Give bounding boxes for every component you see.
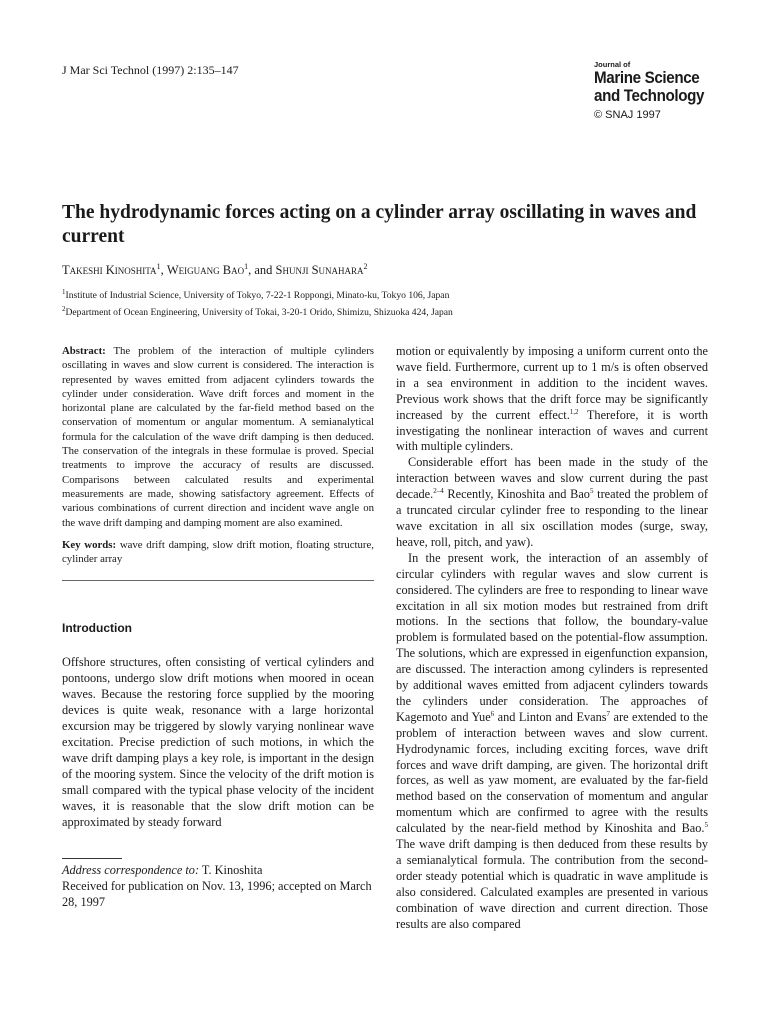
affiliation-mark: 1 xyxy=(62,288,66,296)
body-text-span: are extended to the problem of interaction between waves and slow current. Hydrodynamic forces, including exciting forces, wave drift forces and wave drift damping, are given. The horizontal drift forces, as well as yaw moment, are evaluated by the far-field method based on the conservation of momentum and angular momentum which are confirmed to agree with the results calculated by the near-field method by Kinoshita and Bao. xyxy=(396,709,709,836)
reference-mark: 6 xyxy=(490,709,495,718)
author-name: Weiguang Bao xyxy=(166,263,245,278)
author-separator: , and xyxy=(248,263,276,278)
body-text-span: In the present work, the interaction of an assembly of circular cylinders with regular waves and slow current is considered. The cylinders are free to responding to linear wave excitation in all six motion modes but restrained from drift motions. In the sections that follow, the boundary-value problem is formulated based on the potential-flow assumption. The solutions, which are expressed in eigenfunction expansion, are discussed. The interaction among cylinders is represented by additional waves emitted from adjacent cylinders towards the cylinders under consideration. The approaches of Kagemoto and Yue xyxy=(396,550,708,724)
left-column xyxy=(62,344,374,911)
body-text-span: and Linton and Evans xyxy=(494,709,607,724)
body-text-span: Recently, Kinoshita and Bao xyxy=(443,487,590,502)
author-separator: , xyxy=(160,263,167,278)
author-affil-mark: 2 xyxy=(363,262,368,271)
intro-paragraph: Offshore structures, often consisting of vertical cylinders and pontoons, undergo slow drift motions when moored in ocean waves. Because the restoring force supplied by the mooring devices is quite weak, resonance with a large horizontal excursion may be triggered by slowly varying nonlinear wave excitation. Precise prediction of such motions, in which the wave drift damping plays a key role, is important in the design of the mooring system. Since the velocity of the drift motion is small compared with the typical phase velocity of the incident waves, it is reasonable that the slow drift motion can be approximated by steady forward xyxy=(62,655,374,829)
body-paragraph xyxy=(396,344,708,455)
keywords-text: wave drift damping, slow drift motion, floating structure, cylinder array xyxy=(62,538,374,566)
journal-of-label: Journal of xyxy=(594,60,631,69)
body-text-span: motion or equivalently by imposing a uniform current onto the wave field. Furthermore, current up to 1 m/s is often observed in a sea environment in addition to the incident waves. Previous work shows that the drift force may be significantly increased by the current effect. xyxy=(396,344,708,422)
author-list xyxy=(62,262,368,278)
journal-name-line2: and Technology xyxy=(594,87,705,105)
copyright: © SNAJ 1997 xyxy=(594,109,661,121)
body-paragraph xyxy=(396,551,708,933)
reference-mark: 1,2 xyxy=(569,407,579,416)
body-text-span: The wave drift damping is then deduced from these results by a semianalytical formula. The contribution from the second-order steady potential which is quadratic in wave amplitude is also considered. Calculated examples are presented in various combination of wave direction and current direction. Those results are also compared xyxy=(396,837,708,931)
author-name: Takeshi Kinoshita xyxy=(62,263,157,278)
affiliation-item xyxy=(62,303,453,320)
section-heading-introduction: Introduction xyxy=(62,621,132,636)
affiliation-mark: 2 xyxy=(62,304,66,313)
abstract-divider xyxy=(62,580,374,581)
paper-title: The hydrodynamic forces acting on a cylinder array oscillating in waves and current xyxy=(62,202,697,247)
reference-mark: 5 xyxy=(589,487,594,496)
keywords xyxy=(62,538,374,567)
correspondence-note xyxy=(62,863,374,879)
body-paragraph xyxy=(396,455,708,550)
journal-citation: J Mar Sci Technol (1997) 2:135–147 xyxy=(62,63,239,77)
abstract xyxy=(62,344,374,530)
keywords-label: Key words: xyxy=(62,538,117,551)
body-text-span: treated the problem of a truncated circular cylinder free to responding to the linear wave excitation in all six oscillation modes (surge, sway, heave, roll, pitch, and yaw). xyxy=(396,487,708,549)
footnote-divider xyxy=(62,858,122,859)
received-note: Received for publication on Nov. 13, 1996; accepted on March 28, 1997 xyxy=(62,879,372,910)
affiliation-text: Institute of Industrial Science, University of Tokyo, 7-22-1 Roppongi, Minato-ku, Tokyo 106, Japan xyxy=(65,290,450,302)
reference-mark: 2–4 xyxy=(433,487,444,496)
author-name: Shunji Sunahara xyxy=(275,263,364,278)
abstract-label: Abstract: xyxy=(62,345,106,357)
correspondence-name: T. Kinoshita xyxy=(201,863,263,878)
abstract-text: The problem of the interaction of multiple cylinders oscillating in waves and slow current is considered. The interaction is represented by waves emitted from adjacent cylinders towards the cylinder under consideration. Wave drift forces and moment in the horizontal plane are calculated by the far-field method based on the conservation of momentum or angular momentum. A semianalytical formula for the calculation of the wave drift damping is then deduced. The conservation of the integrals in these formulae is proved. Special treatments to improve the accuracy of results are discussed. Comparisons between calculated results and experimental measurements are made, showing satisfactory agreement. Effects of various combinations of current direction and incident wave angle on the wave drift damping and damping moment are also examined. xyxy=(62,345,374,529)
correspondence-label: Address correspondence to: xyxy=(62,863,200,878)
affiliation-text: Department of Ocean Engineering, University of Tokai, 3-20-1 Orido, Shimizu, Shizuoka 424, Japan xyxy=(65,306,453,318)
reference-mark: 7 xyxy=(606,709,611,718)
journal-logo xyxy=(594,60,714,121)
journal-name-line1: Marine Science xyxy=(594,69,700,87)
author-affil-mark: 1 xyxy=(156,262,161,271)
right-column xyxy=(396,344,708,933)
affiliation-item xyxy=(62,286,453,303)
author-affil-mark: 1 xyxy=(244,262,249,271)
reference-mark: 5 xyxy=(704,821,708,830)
body-text-span: Considerable effort has been made in the study of the interaction between waves and slow current during the past decade. xyxy=(396,455,708,502)
body-text-span: Therefore, it is worth investigating the nonlinear interaction of waves and current with multiple cylinders. xyxy=(396,407,708,454)
affiliations xyxy=(62,286,453,319)
